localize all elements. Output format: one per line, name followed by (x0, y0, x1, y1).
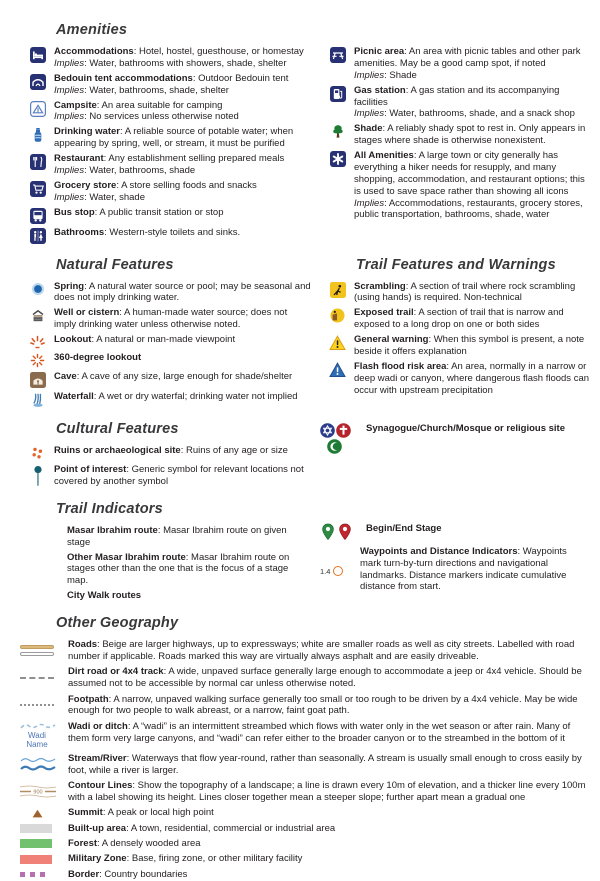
section-title-cultural: Cultural Features (56, 421, 179, 437)
section-stage-markers (320, 491, 590, 605)
amenities-left-column (20, 46, 312, 247)
section-trail-indicators (20, 491, 312, 605)
legend-item-city-walk (20, 590, 312, 602)
stream-river-swatch (20, 753, 62, 777)
implies-label: Implies (54, 84, 85, 96)
implies-text: : Water, shade (84, 191, 145, 203)
desc: : A store selling foods and snacks (116, 179, 257, 191)
stream-river-lines-icon (20, 756, 56, 773)
desc: : A section of trail that is narrow and exposed to a long drop on one or both sides (354, 307, 564, 331)
spring-icon (28, 281, 47, 305)
implies-label: Implies (354, 197, 385, 209)
desc: : A large town or city generally has everything a hiker needs for resupply, and many shopping, accommodation, and restaurant options; this is used to save space rather than showing all icons (354, 150, 585, 197)
city-walk-route-line (20, 590, 62, 602)
term: Campsite (54, 99, 97, 111)
term: Masar Ibrahim route (67, 524, 158, 536)
amenities-right-column (320, 46, 590, 247)
legend-item-flash-flood (328, 361, 590, 397)
desc: : Waterways that flow year-round, rather than seasonally. A stream is usually small enough to cross easily by foot, while a river is larger. (68, 752, 582, 776)
legend-item-masar-route (20, 525, 312, 549)
summit-icon (20, 807, 62, 819)
general-warning-icon (328, 334, 347, 358)
term: Other Masar Ibrahim route (67, 551, 186, 563)
term: Spring (54, 280, 85, 292)
legend-item-spring (28, 281, 312, 305)
section-natural-features (20, 247, 312, 412)
implies-text: : Accommodations, restaurants, grocery stores, public transportation, bathrooms, shade, water (354, 197, 583, 221)
footpath-swatch (20, 694, 62, 718)
legend-item-other-masar-route (20, 552, 312, 588)
term: Border (68, 868, 100, 880)
desc: : Any establishment selling prepared meals (103, 153, 285, 164)
legend-item-restaurant (28, 153, 312, 177)
legend-item-360-lookout (28, 352, 312, 368)
desc: : Generic symbol for relevant locations not covered by another symbol (54, 464, 304, 487)
term: Restaurant (54, 153, 104, 164)
campsite-icon (28, 100, 47, 124)
desc: : A densely wooded area (97, 837, 201, 849)
restaurant-icon (28, 153, 47, 177)
term: Shade (354, 123, 383, 135)
implies-text: : Water, bathrooms, shade, shelter (84, 84, 229, 96)
term: Contour Lines (68, 779, 133, 791)
term: Built-up area (68, 822, 127, 834)
bed-icon (28, 46, 47, 70)
gas-pump-icon (328, 85, 347, 121)
cave-icon (28, 371, 47, 388)
desc: : Country boundaries (99, 868, 188, 880)
section-title-natural: Natural Features (56, 256, 174, 273)
implies-label: Implies (354, 69, 385, 81)
desc: : Hotel, hostel, guesthouse, or homestay (133, 46, 304, 57)
picnic-table-icon (328, 46, 347, 82)
legend-item-cave (28, 371, 312, 388)
begin-stage-pin-icon (320, 523, 336, 542)
term: Dirt road or 4x4 track (68, 666, 164, 678)
roads-swatch (20, 639, 62, 663)
legend-item-border (20, 869, 590, 881)
legend-item-campsite (28, 100, 312, 124)
term: Drinking water (54, 126, 120, 138)
section-title-warnings: Trail Features and Warnings (356, 256, 556, 273)
shopping-cart-icon (28, 180, 47, 204)
implies-text: : Water, bathrooms with showers, shade, shelter (84, 57, 287, 69)
legend-item-forest (20, 838, 590, 850)
term: Wadi or ditch (68, 720, 128, 732)
waypoint-circle-icon (333, 566, 343, 576)
term: Military Zone (68, 853, 127, 865)
desc: : Beige are larger highways, up to expressways; white are smaller roads as well as city streets. Labelled with road number if applicable. Roads marked this way are virtually always asphalt and are easily driveable. (68, 639, 575, 662)
well-icon (28, 307, 47, 331)
exposed-trail-icon (328, 307, 347, 331)
desc: : A section of trail where rock scrambling (using hands) is required. Non-technical (354, 280, 576, 304)
desc: : Base, firing zone, or other military facility (126, 853, 303, 865)
term: Bathrooms (54, 226, 105, 238)
flash-flood-icon (328, 361, 347, 397)
term: Forest (68, 837, 98, 849)
drinking-water-icon (28, 126, 47, 150)
term: Picnic area (354, 46, 405, 57)
legend-item-religious-site (320, 423, 590, 455)
built-up-swatch (20, 823, 62, 835)
desc: : A peak or local high point (102, 807, 214, 819)
scrambling-icon (328, 281, 347, 305)
term: Accommodations (54, 46, 134, 57)
implies-label: Implies (54, 191, 85, 203)
wadi-line-icon (20, 721, 56, 731)
term: Grocery store (54, 179, 117, 191)
waypoint-distance-label: 1.4 (320, 566, 331, 576)
other-masar-route-line (20, 552, 62, 588)
section-title-indicators: Trail Indicators (56, 500, 163, 517)
contour-lines-swatch (20, 780, 62, 804)
desc: : Masar Ibrahim route on stages other than the one that is the focus of a stage map. (67, 551, 290, 587)
shade-tree-icon (328, 123, 347, 147)
term: Exposed trail (354, 307, 414, 319)
term: Point of interest (54, 464, 127, 475)
legend-item-accommodations (28, 46, 312, 70)
legend-item-contour-lines (20, 780, 590, 804)
legend-item-bedouin-tent (28, 73, 312, 97)
legend-item-gas-station (328, 85, 590, 121)
desc: : Masar Ibrahim route on given stage (67, 524, 287, 548)
legend-item-stream-river (20, 753, 590, 777)
section-cultural-features (20, 411, 312, 491)
implies-label: Implies (54, 164, 85, 176)
section-other-geography (20, 615, 590, 881)
legend-item-shade (328, 123, 590, 147)
desc: : Western-style toilets and sinks. (104, 226, 241, 238)
border-swatch (20, 869, 62, 881)
term: Ruins or archaeological site (54, 445, 181, 456)
desc: : When this symbol is present, a note beside it offers explanation (354, 334, 585, 357)
synagogue-icon (320, 423, 335, 438)
term: Waypoints and Distance Indicators (360, 545, 518, 557)
term: Waterfall (54, 391, 94, 402)
point-of-interest-icon (28, 464, 47, 488)
term: City Walk routes (67, 590, 142, 602)
desc: : An area suitable for camping (96, 99, 223, 111)
legend-item-drinking-water (28, 126, 312, 150)
implies-text: : Water, bathrooms, shade (84, 164, 196, 176)
waterfall-icon (28, 391, 47, 408)
legend-item-begin-end-stage (320, 523, 590, 543)
implies-text: : Shade (384, 69, 417, 81)
forest-swatch (20, 838, 62, 850)
term: Bedouin tent accommodations (54, 72, 193, 84)
legend-item-bus-stop (28, 207, 312, 224)
legend-item-military-zone (20, 853, 590, 865)
legend-item-ruins (28, 445, 312, 461)
ruins-icon (28, 445, 47, 461)
mosque-icon (327, 439, 342, 454)
contour-elevation-label: 900 (33, 789, 43, 796)
desc: : Outdoor Bedouin tent (192, 72, 289, 84)
desc: : A natural water source or pool; may be seasonal and does not imply drinking water. (54, 280, 311, 304)
term: Stream/River (68, 752, 127, 764)
desc: : Ruins of any age or size (180, 445, 288, 456)
term: Begin/End Stage (366, 522, 442, 534)
legend-item-general-warning (328, 334, 590, 358)
legend-item-roads (20, 639, 590, 663)
desc: : An area with picnic tables and other park amenities. May be a good camp spot, if noted (354, 46, 581, 69)
church-icon (336, 423, 351, 438)
asterisk-icon (328, 150, 347, 221)
desc: : A cave of any size, large enough for shade/shelter (76, 371, 293, 382)
military-zone-swatch (20, 853, 62, 865)
term: Gas station (354, 84, 406, 96)
term: Roads (68, 639, 98, 650)
desc: : A reliable source of potable water; when appearing by spring, well, or stream, it must be purified (54, 126, 294, 150)
legend-item-bathrooms (28, 227, 312, 244)
desc: : A reliably shady spot to rest in. Only appears in stages where shade is otherwise nonexistent. (354, 123, 586, 147)
desc: : A narrow, unpaved walking surface generally too small or too rough to be driven by a 4x4 vehicle. May be wide enough for two people to walk abreast, or a narrow, faint goat path. (68, 693, 578, 717)
term: 360-degree lookout (54, 352, 142, 363)
implies-text: : No services unless otherwise noted (84, 111, 239, 123)
waypoint-marker-icon (320, 546, 360, 594)
legend-item-scrambling (328, 281, 590, 305)
lookout-icon (28, 334, 47, 349)
term: All Amenities (354, 150, 414, 161)
wadi-name-label: Wadi Name (26, 730, 48, 749)
term: Cave (54, 371, 77, 382)
lookout-360-icon (28, 352, 47, 368)
desc: : A natural or man-made viewpoint (91, 334, 236, 345)
dirt-road-swatch (20, 666, 62, 690)
desc: : A wet or dry waterfal; drinking water not implied (93, 391, 298, 402)
section-title-geography: Other Geography (56, 615, 179, 631)
legend-item-dirt-road (20, 666, 590, 690)
term: General warning (354, 334, 429, 345)
legend-item-well (28, 307, 312, 331)
implies-label: Implies (54, 57, 85, 69)
legend-item-exposed-trail (328, 307, 590, 331)
bus-icon (28, 207, 47, 224)
legend-item-picnic-area (328, 46, 590, 82)
section-religious-site (320, 411, 590, 491)
desc: : A town, residential, commercial or industrial area (126, 822, 336, 834)
term: Summit (68, 807, 103, 819)
term: Bus stop (54, 206, 95, 218)
term: Well or cistern (54, 307, 120, 319)
contour-lines-icon (20, 784, 56, 799)
wadi-swatch (20, 721, 62, 749)
legend-item-waterfall (28, 391, 312, 408)
legend-item-footpath (20, 694, 590, 718)
desc: : A human-made water source; does not imply drinking water unless otherwise noted. (54, 307, 288, 331)
term: Synagogue/Church/Mosque or religious site (366, 423, 565, 434)
term: Scrambling (354, 280, 406, 292)
legend-item-wadi (20, 721, 590, 749)
legend-item-grocery-store (28, 180, 312, 204)
implies-text: : Water, bathrooms, shade, and a snack shop (384, 108, 575, 120)
desc: : A wide, unpaved surface generally large enough to accommodate a jeep or 4x4 vehicle. Should be assumed not to be accessible by normal car unless otherwise noted. (68, 666, 582, 690)
desc: : Show the topography of a landscape; a line is drawn every 10m of elevation, and a thicker line every 100m with a label showing its height. Lines closer together mean a steeper slope; further apart mean a gradual one (68, 779, 586, 803)
term: Footpath (68, 693, 109, 705)
legend-item-built-up-area (20, 823, 590, 835)
legend-item-point-of-interest (28, 464, 312, 488)
desc: : A “wadi” is an intermittent streambed which flows with water only in the wet season or after rain. Many of them form very large canyons, and “wadi” can refer either to the broader canyon or to the streambed in the bottom of it (68, 720, 571, 744)
legend-item-lookout (28, 334, 312, 349)
legend-item-summit (20, 807, 590, 819)
legend-item-all-amenities (328, 150, 590, 221)
desc: : A gas station and its accompanying facilities (354, 84, 560, 108)
bathrooms-icon (28, 227, 47, 244)
implies-label: Implies (354, 108, 385, 120)
end-stage-pin-icon (337, 523, 353, 542)
legend-item-waypoints (320, 546, 590, 594)
implies-label: Implies (54, 111, 85, 123)
desc: : An area, normally in a narrow or deep wadi or canyon, where dangerous flash floods can occur with upstream precipitation (354, 360, 590, 396)
term: Lookout (54, 334, 92, 345)
masar-route-line (20, 525, 62, 549)
section-trail-warnings (320, 247, 590, 412)
section-title-amenities: Amenities (56, 22, 128, 38)
desc: : A public transit station or stop (94, 206, 224, 218)
term: Flash flood risk area (354, 360, 447, 372)
bedouin-tent-icon (28, 73, 47, 97)
desc: : Waypoints mark turn-by-turn directions and navigational landmarks. Distance markers indicate cumulative distance from start. (360, 545, 567, 593)
amenities-columns (20, 46, 590, 247)
